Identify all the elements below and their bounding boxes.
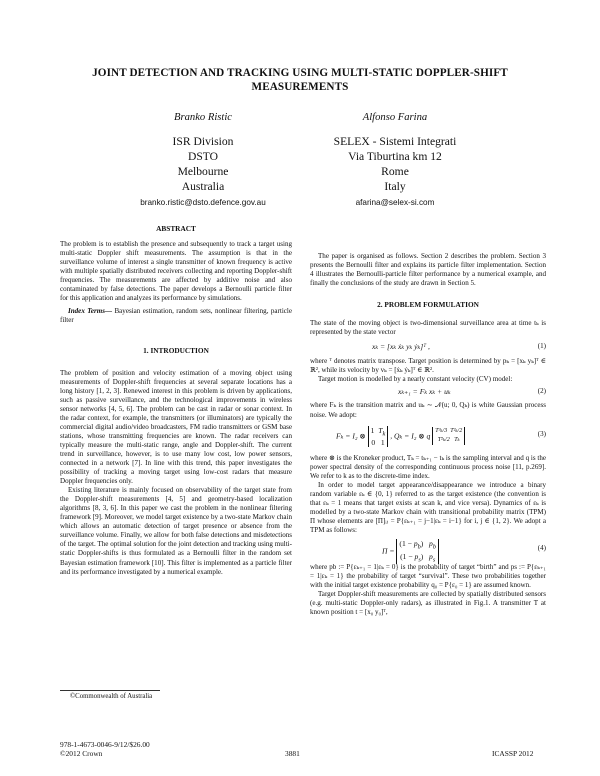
- transpose-paragraph: where ᵀ denotes matrix transpose. Target position is determined by pₖ = [xₖ yₖ]ᵀ ∈ ℝ², while its velocity by vₖ = [ẋₖ ẏₖ]ᵀ ∈ ℝ².: [310, 357, 546, 375]
- author-email-1: branko.ristic@dsto.defence.gov.au: [140, 198, 266, 207]
- index-terms-text: Bayesian estimation, random sets, nonlinear filtering, particle filter: [60, 307, 292, 325]
- state-paragraph: The state of the moving object is two-dimensional surveillance area at time tₖ is represented by the state vector: [310, 319, 546, 337]
- affil-line: Melbourne: [177, 165, 229, 178]
- matrix-Pi: $(1 - p_b)$ $p_b$ $(1 - p_s)$ $p_s$: [396, 539, 439, 564]
- affil-line: DSTO: [187, 150, 219, 163]
- organisation-paragraph: The paper is organised as follows. Section 2 describes the problem. Section 3 presents the Bernoulli filter and explains its particle filter implementation. Section 4 illustrates the Bernoulli-particle filter performance by a numerical example, and finally the conclusions of the study are drawn in Section 5.: [310, 252, 546, 288]
- equation-4-left: Π =: [382, 546, 395, 556]
- affil-line: Italy: [384, 180, 406, 193]
- equation-4: [310, 535, 546, 563]
- affil-line: Rome: [381, 165, 409, 178]
- affil-line: Australia: [181, 180, 225, 193]
- matrix-Q: T³ₖ/3 T²ₖ/2 T²ₖ/2 Tₖ: [432, 427, 465, 445]
- copyright-footnote: ©Commonwealth of Australia: [70, 693, 153, 700]
- birth-survival-paragraph: where pb := P{εₖ₊₁ = 1|εₖ = 0} is the probability of target “birth” and ps := P{εₖ₊₁ = 1|εₖ = 1} the probability of target “survival”. These two probabilities together with the initial target existence probability q₀ = P{ε₀ = 1} are assumed known.: [310, 562, 546, 590]
- equation-2-number: (2): [537, 387, 546, 396]
- left-column: [60, 224, 292, 577]
- footer-copyright: ©2012 Crown: [60, 749, 103, 758]
- matrix-F: 1 $T_k$ 0 1: [368, 426, 389, 448]
- intro-paragraph-1: The problem of position and velocity estimation of a moving object using measurements of Doppler-shift frequencies at several separate locations has a long history [1, 2, 3]. Renewed interest in this problem is driven by applications, such as passive surveillance, and the technological improvements in wireless sensor networks [4, 5, 6]. The problem can be cast in radar or sonar context. In the radar context, for example, the transmitters (or illuminators) are typically the commercial digital audio/video broadcasters, FM radio transmitters or GSM base stations, whose transmitting frequencies are known. The radar receivers can typically measure the multi-static range, angle and Doppler-shift. The current trend in surveillance, however, is to use many low cost, low power sensors, connected in a network [7]. In line with this trend, this paper investigates the possibility of tracking a moving target using low-cost radars that measure Doppler frequencies only.: [60, 368, 292, 486]
- affil-line: SELEX - Sistemi Integrati: [333, 135, 457, 148]
- equation-3: [310, 420, 546, 454]
- author-email-2: afarina@selex-si.com: [355, 198, 435, 207]
- author-name-2: Alfonso Farina: [362, 112, 428, 123]
- paper-title: JOINT DETECTION AND TRACKING USING MULTI-STATIC DOPPLER-SHIFT MEASUREMENTS: [92, 67, 508, 93]
- author-affiliation-1: [108, 134, 298, 194]
- kronecker-paragraph: where ⊗ is the Kroneker product, Tₖ = tₖ₊₁ − tₖ is the sampling interval and q is the power spectral density of the corresponding continuous process noise [11, p.269]. We refer to k as to the discrete-time index.: [310, 453, 546, 480]
- affil-line: Via Tiburtina km 12: [348, 150, 442, 163]
- affil-line: ISR Division: [172, 135, 234, 148]
- abstract-text: The problem is to establish the presence and subsequently to track a target using multi-static Doppler shift measurements. The assumption is that in the surveillance volume of interest a single transmitter of known frequency is active with multiple spatially distributed receivers collecting and reporting Doppler-shift frequencies. The measurements are affected by additive noise and also contaminated by false detections. The paper develops a Bernoulli particle filter for this application and analyzes its performance by simulations.: [60, 240, 292, 303]
- venue: ICASSP 2012: [492, 749, 534, 758]
- equation-2: [310, 384, 546, 401]
- index-terms-label: Index Terms—: [68, 307, 113, 316]
- equation-3-body: [336, 426, 465, 448]
- page-number: 3881: [285, 749, 300, 758]
- equation-4-number: (4): [537, 543, 546, 552]
- existence-paragraph: In order to model target appearance/disappearance we introduce a binary random variable εₖ ∈ {0, 1} referred to as the target existence (the convention is that εₖ = 1 means that target exists at scan k, and vice versa). Dynamics of εₖ is modelled by a two-state Markov chain with transitional probability matrix (TPM) Π whose elements are [Π]ᵢⱼ = P{εₖ₊₁ = j−1|εₖ = i−1} for i, j ∈ {1, 2}. We adopt a TPM as follows:: [310, 480, 546, 534]
- transition-paragraph: where Fₖ is the transition matrix and uₖ ∼ 𝒩(u; 0, Qₖ) is white Gaussian process noise. We adopt:: [310, 401, 546, 419]
- index-terms: [60, 307, 292, 325]
- right-column: [310, 252, 546, 617]
- isbn: 978-1-4673-0046-9/12/$26.00: [60, 740, 150, 749]
- problem-heading: 2. PROBLEM FORMULATION: [377, 300, 479, 310]
- footer-left: [60, 740, 150, 758]
- intro-paragraph-2: Existing literature is mainly focused on observability of the target state from the Doppler-shift measurements [4, 5] and geometry-based localization algorithms [8, 3, 6]. In this paper we cast the problem in the nonlinear filtering framework [9]. Moreover, we model target existence by a two-state Markov chain which allows an automatic detection of target presence or absence from the surveillance volume. Finally, we allow for both false detections and misdetections of the target. The optimal solution for the joint detection and tracking using multi-static Doppler-shifts is thus formulated as a Bernoulli filter in the random set Bayesian estimation framework [10]. This filter is implemented as a particle filter and its performance investigated by a numerical example.: [60, 486, 292, 576]
- author-affiliation-2: [300, 134, 490, 194]
- measurement-paragraph: Target Doppler-shift measurements are collected by spatially distributed sensors (e.g. multi-static Doppler-only radars), as illustrated in Fig.1. A transmitter T at known position t = [x₀ y₀]ᵀ,: [310, 590, 546, 617]
- equation-1-number: (1): [537, 342, 546, 351]
- equation-4-body: [382, 539, 439, 564]
- equation-3-mid: , Qₖ = I₂ ⊗ q: [390, 431, 431, 441]
- intro-heading: 1. INTRODUCTION: [143, 346, 209, 356]
- equation-2-body: xₖ₊₁ = Fₖ xₖ + uₖ: [398, 387, 451, 397]
- abstract-heading: ABSTRACT: [156, 224, 196, 233]
- motion-paragraph: Target motion is modelled by a nearly constant velocity (CV) model:: [318, 375, 513, 384]
- equation-3-left: Fₖ = I₂ ⊗: [336, 431, 366, 441]
- author-name-1: Branko Ristic: [174, 112, 232, 123]
- equation-1-body: xₖ = [xₖ ẋₖ yₖ ẏₖ]ᵀ ,: [372, 342, 430, 352]
- footnote-rule: [60, 690, 160, 691]
- equation-1: [310, 337, 546, 357]
- equation-3-number: (3): [537, 429, 546, 438]
